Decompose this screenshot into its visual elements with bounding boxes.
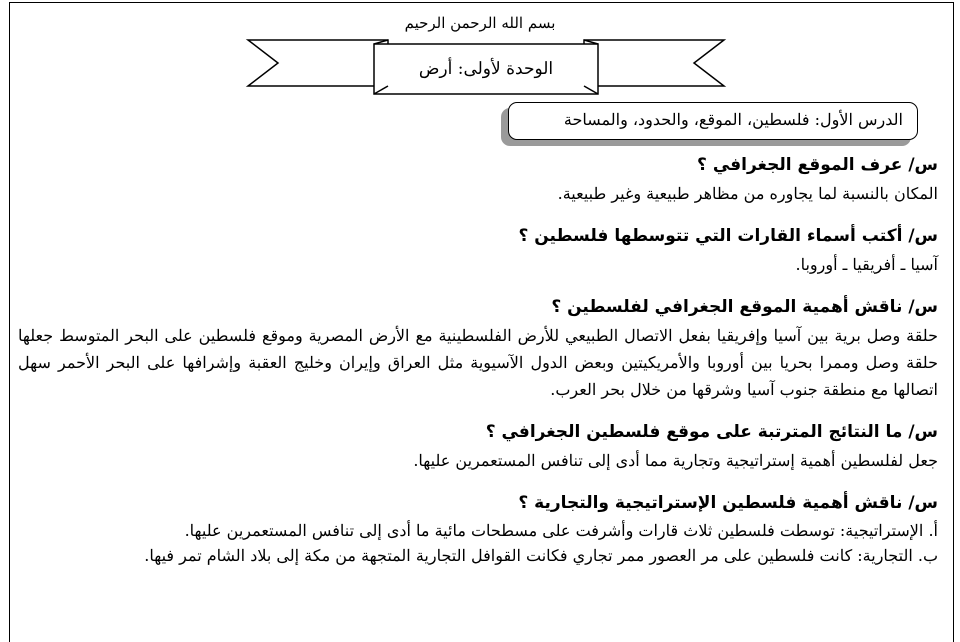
qa-section [18,221,938,278]
unit-title: الوحدة لأولى: أرض [418,59,554,79]
lesson-title: الدرس الأول: فلسطين، الموقع، والحدود، والمساحة [508,102,918,140]
qa-section [18,150,938,207]
question-heading: س/ ناقش أهمية فلسطين الإستراتيجية والتجارية ؟ [518,493,938,513]
qa-content [18,150,938,568]
qa-section [18,417,938,474]
answer-list [18,518,938,568]
question-heading: س/ عرف الموقع الجغرافي ؟ [697,155,938,175]
answer-text: آسيا ـ أفريقيا ـ أوروبا. [795,255,938,274]
answer-text: المكان بالنسبة لما يجاوره من مظاهر طبيعية وغير طبيعية. [557,184,938,203]
question-heading: س/ ما النتائج المترتبة على موقع فلسطين الجغرافي ؟ [485,422,938,442]
list-item: أ. الإستراتيجية: توسطت فلسطين ثلاث قارات وأشرفت على مسطحات مائية ما أدى إلى تنافس المستعمرين عليها. [184,521,938,540]
answer-text: حلقة وصل برية بين آسيا وإفريقيا بفعل الاتصال الطبيعي للأرض الفلسطينية مع الأرض المصرية وموقع فلسطين على البحر المتوسط جعلها حلقة وصل وممرا بحريا بين أوروبا والأمريكيتين وبعض الدول الآسيوية مثل العراق وإيران وخليج العقبة وإشرافها على البحر الأحمر سهل اتصالها مع منطقة جنوب آسيا وشرقها من خلال بحر العرب. [18,326,938,399]
list-item: ب. التجارية: كانت فلسطين على مر العصور ممر تجاري فكانت القوافل التجارية المتجهة من مكة إلى بلاد الشام تمر فيها. [144,546,938,565]
answer-text: جعل لفلسطين أهمية إستراتيجية وتجارية مما أدى إلى تنافس المستعمرين عليها. [413,451,938,470]
basmala: بسم الله الرحمن الرحيم [404,14,556,32]
qa-section [18,488,938,568]
question-heading: س/ ناقش أهمية الموقع الجغرافي لفلسطين ؟ [551,297,938,317]
qa-section [18,292,938,403]
question-heading: س/ أكتب أسماء القارات التي تتوسطها فلسطين ؟ [518,226,938,246]
